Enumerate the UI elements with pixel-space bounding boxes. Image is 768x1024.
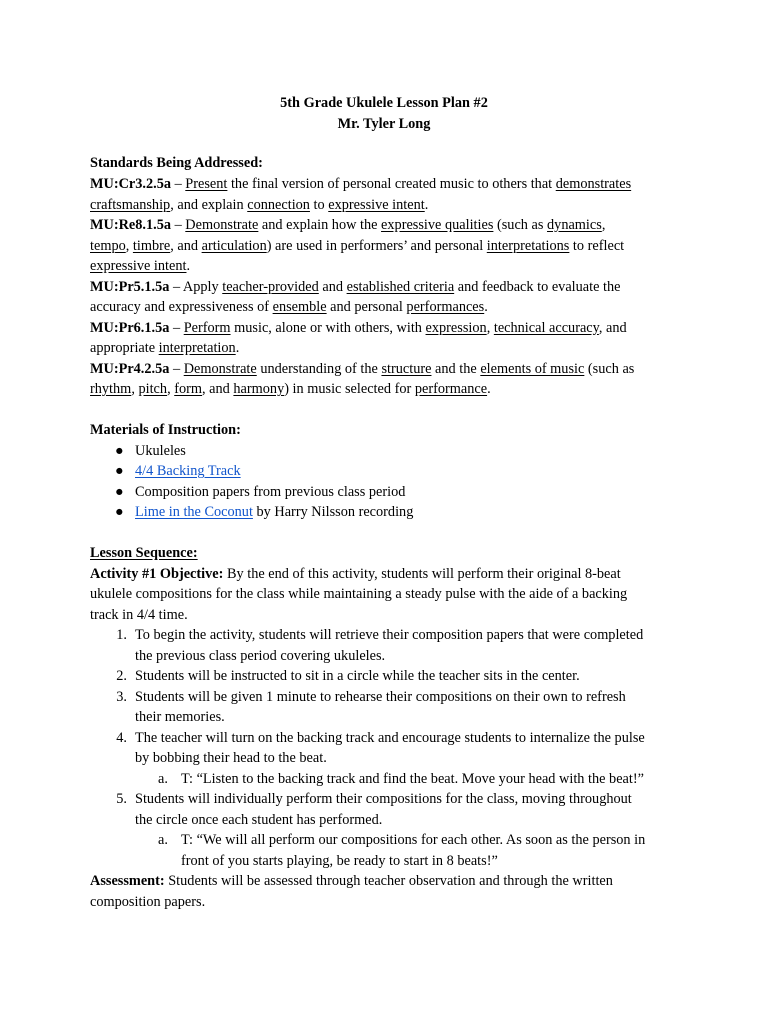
- standard-text: and feedback to evaluate the: [454, 278, 621, 295]
- substep-text: T: “We will all perform our compositions for each other. As soon as the person in: [181, 832, 646, 848]
- standard-4-line-2: [90, 338, 239, 359]
- objective-text: By the end of this activity, students will perform their original 8-beat: [223, 565, 621, 582]
- standard-text: music, alone or with others, with: [230, 319, 426, 336]
- standard-text: understanding of the: [256, 360, 382, 377]
- material-text: Ukuleles: [135, 442, 186, 459]
- bullet-icon: ●: [115, 463, 124, 479]
- standard-4-line-1: [90, 318, 627, 339]
- list-item: [0, 461, 768, 482]
- lime-in-the-coconut-link[interactable]: Lime in the Coconut: [135, 504, 253, 520]
- standard-text: the final version of personal created music to others that: [227, 176, 556, 192]
- step-text: the previous class period covering ukuleles.: [135, 647, 386, 664]
- bullet-icon: ●: [115, 483, 124, 500]
- step-number: 4.: [116, 729, 127, 746]
- step-text: To begin the activity, students will retrieve their composition papers that were completed: [135, 627, 644, 643]
- standard-2-line-1: [90, 215, 605, 236]
- standard-term: connection: [247, 196, 310, 213]
- standard-code: MU:Re8.1.5a: [90, 217, 171, 233]
- step-text: The teacher will turn on the backing track and encourage students to internalize the pulse: [135, 729, 645, 746]
- standard-text: .: [235, 340, 240, 356]
- standard-2-line-2: [90, 236, 624, 257]
- standard-term: rhythm: [90, 381, 132, 397]
- standard-text: ,: [167, 381, 175, 397]
- material-text: Composition papers from previous class period: [135, 483, 406, 500]
- standard-2-line-3: [90, 256, 190, 277]
- assessment-line-1: [90, 871, 613, 892]
- standard-code: MU:Cr3.2.5a: [90, 176, 171, 192]
- lesson-sequence-heading: Lesson Sequence:: [90, 545, 198, 561]
- objective-line-3: track in 4/4 time.: [90, 606, 188, 623]
- standard-text: ,: [125, 237, 133, 254]
- standard-text: ,: [601, 217, 606, 233]
- standard-5-line-1: [90, 359, 634, 380]
- standard-text: –: [171, 176, 186, 192]
- standard-term: pitch: [138, 381, 168, 397]
- standard-term: harmony: [233, 381, 285, 397]
- standard-text: , and: [170, 237, 202, 254]
- standard-term: interpretations: [486, 237, 570, 254]
- standard-text: to reflect: [569, 237, 625, 254]
- standard-text: –: [171, 217, 186, 233]
- standard-term: Perform: [183, 319, 231, 336]
- substep-text: front of you starts playing, be ready to start in 8 beats!”: [181, 852, 498, 869]
- standard-code: MU:Pr4.2.5a: [90, 360, 170, 377]
- standard-text: appropriate: [90, 340, 159, 356]
- standards-heading: Standards Being Addressed:: [90, 155, 263, 171]
- standard-5-line-2: [90, 379, 491, 400]
- standard-1-line-1: [90, 174, 631, 195]
- standard-text: ,: [486, 319, 494, 336]
- standard-text: ,: [131, 381, 139, 397]
- standard-text: .: [186, 258, 191, 274]
- substep-letter: a.: [158, 770, 168, 787]
- standard-text: .: [484, 299, 488, 315]
- standard-term: tempo: [90, 237, 126, 254]
- standard-text: and explain how the: [258, 217, 382, 233]
- standard-text: , and: [598, 319, 627, 336]
- standard-term: structure: [381, 360, 432, 377]
- standard-term: demonstrates: [555, 176, 632, 192]
- step-number: 3.: [116, 688, 127, 705]
- standard-term: Present: [185, 176, 228, 192]
- standard-text: and the: [431, 360, 481, 377]
- standard-term: timbre: [132, 237, 171, 254]
- standard-term: ensemble: [272, 299, 327, 315]
- standard-code: MU:Pr6.1.5a: [90, 319, 170, 336]
- standard-term: performance: [414, 381, 488, 397]
- standard-term: expressive qualities: [381, 217, 494, 233]
- step-number: 1.: [116, 627, 127, 643]
- standard-text: –: [169, 319, 184, 336]
- standard-term: articulation: [201, 237, 267, 254]
- standard-term: elements of music: [480, 360, 585, 377]
- standard-term: Demonstrate: [183, 360, 257, 377]
- step-text: Students will be given 1 minute to rehearse their compositions on their own to refresh: [135, 688, 626, 705]
- materials-heading: Materials of Instruction:: [90, 422, 241, 438]
- assessment-label: Assessment:: [90, 873, 165, 889]
- step-text: Students will individually perform their compositions for the class, moving throughout: [135, 791, 632, 807]
- step-text: the circle once each student has performed.: [135, 811, 383, 828]
- standard-text: ) are used in performers’ and personal: [266, 237, 487, 254]
- list-item: [0, 441, 768, 462]
- material-text-group: [135, 502, 413, 523]
- standard-3-line-1: [90, 277, 621, 298]
- standard-text: ) in music selected for: [284, 381, 415, 397]
- standard-3-line-2: [90, 297, 488, 318]
- standard-1-line-2: [90, 195, 428, 216]
- list-item: [0, 728, 768, 749]
- step-number: 2.: [116, 668, 127, 684]
- document-author: Mr. Tyler Long: [337, 115, 431, 132]
- step-text: Students will be instructed to sit in a circle while the teacher sits in the center.: [135, 668, 580, 684]
- standard-text: .: [424, 196, 429, 213]
- standard-text: accuracy and expressiveness of: [90, 299, 273, 315]
- document-title: 5th Grade Ukulele Lesson Plan #2: [280, 95, 488, 111]
- standard-term: craftsmanship: [90, 196, 171, 213]
- step-text: by bobbing their head to the beat.: [135, 750, 327, 766]
- objective-label: Activity #1 Objective:: [90, 565, 224, 582]
- standard-text: , and explain: [170, 196, 248, 213]
- standard-term: expressive intent: [90, 258, 187, 274]
- standard-text: –: [169, 360, 184, 377]
- list-item: [0, 625, 768, 646]
- bullet-icon: ●: [115, 442, 124, 459]
- standard-term: teacher-provided: [222, 278, 319, 295]
- standard-text: and: [318, 278, 347, 295]
- backing-track-link[interactable]: 4/4 Backing Track: [135, 463, 241, 479]
- list-item: [0, 666, 768, 687]
- assessment-text: Students will be assessed through teacher observation and through the written: [164, 873, 613, 889]
- assessment-line-2: composition papers.: [90, 893, 206, 910]
- list-item: [0, 769, 768, 790]
- list-item: [0, 830, 768, 851]
- list-item: [0, 789, 768, 810]
- standard-term: established criteria: [346, 278, 455, 295]
- document-header: [0, 93, 768, 134]
- list-item: [0, 687, 768, 708]
- step-number: 5.: [116, 791, 127, 807]
- objective-line-1: [90, 564, 621, 585]
- standard-term: expressive intent: [328, 196, 425, 213]
- list-item: [0, 482, 768, 503]
- bullet-icon: ●: [115, 504, 124, 520]
- standard-text: (such as: [584, 360, 635, 377]
- standard-term: expression: [425, 319, 487, 336]
- substep-letter: a.: [158, 832, 168, 848]
- standard-text: , and: [202, 381, 234, 397]
- standard-term: form: [174, 381, 203, 397]
- standard-term: dynamics: [547, 217, 602, 233]
- step-text: their memories.: [135, 709, 225, 725]
- standard-term: technical accuracy: [493, 319, 599, 336]
- standard-code: MU:Pr5.1.5a: [90, 278, 170, 295]
- list-item: [0, 502, 768, 523]
- standard-term: interpretation: [158, 340, 236, 356]
- standard-text: and personal: [326, 299, 407, 315]
- material-text: by Harry Nilsson recording: [252, 504, 414, 520]
- standard-text: .: [487, 381, 491, 397]
- standard-term: performances: [406, 299, 485, 315]
- standard-term: Demonstrate: [185, 217, 259, 233]
- standard-text: to: [309, 196, 329, 213]
- standard-text: (such as: [493, 217, 548, 233]
- objective-line-2: ukulele compositions for the class while maintaining a steady pulse with the aide of a backing: [90, 586, 628, 602]
- substep-text: T: “Listen to the backing track and find the beat. Move your head with the beat!”: [181, 770, 644, 787]
- standard-text: – Apply: [169, 278, 223, 295]
